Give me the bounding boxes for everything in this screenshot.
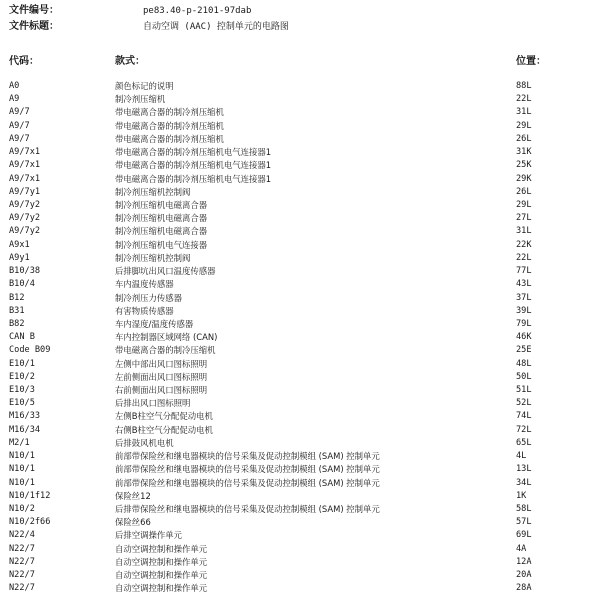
row-position: 88L — [516, 81, 532, 91]
row-position: 46K — [516, 332, 532, 343]
row-code: A9/7 — [9, 107, 30, 118]
table-row — [0, 503, 604, 516]
row-code: A9/7 — [9, 133, 30, 144]
row-position: 39L — [516, 305, 532, 316]
row-code: M16/33 — [9, 411, 41, 422]
row-position: 26L — [516, 133, 532, 144]
table-row — [0, 582, 604, 595]
row-code: CAN B — [9, 332, 35, 343]
row-description: 车内控制器区域网络 (CAN) — [115, 332, 218, 343]
row-code: M2/1 — [9, 437, 30, 448]
row-position: 50L — [516, 371, 532, 382]
row-position: 13L — [516, 464, 532, 475]
row-description: 左侧B柱空气分配促动电机 — [115, 411, 213, 422]
table-row — [0, 120, 604, 133]
row-position: 22L — [516, 252, 532, 263]
row-position: 74L — [516, 411, 532, 422]
row-code: N22/7 — [9, 583, 35, 594]
row-description: 保险丝66 — [115, 517, 151, 528]
row-description: 带电磁离合器的制冷剂压缩机 — [115, 107, 224, 118]
row-code: E10/2 — [9, 371, 35, 382]
row-description: 后排鼓风机电机 — [115, 437, 174, 448]
row-description: 颜色标记的说明 — [115, 81, 174, 91]
row-code: N10/2f66 — [9, 517, 51, 528]
row-position: 20A — [516, 570, 532, 581]
row-code: B12 — [9, 292, 25, 303]
row-description: 右侧B柱空气分配促动电机 — [115, 424, 213, 435]
row-description: 自动空调控制和操作单元 — [115, 556, 208, 567]
row-position: 31L — [516, 107, 532, 118]
column-header-code: 代码： — [9, 56, 39, 67]
row-description: 制冷剂压缩机控制阀 — [115, 252, 191, 263]
row-description: 后排出风口图标照明 — [115, 398, 191, 409]
row-description: 车内温度传感器 — [115, 279, 174, 290]
table-row — [0, 318, 604, 331]
row-position: 72L — [516, 424, 532, 435]
row-description: 自动空调控制和操作单元 — [115, 543, 208, 554]
table-row — [0, 358, 604, 371]
table-row — [0, 159, 604, 172]
row-description: 制冷剂压缩机控制阀 — [115, 186, 191, 197]
row-description: 后排空调操作单元 — [115, 530, 182, 541]
row-description: 制冷剂压缩机电磁离合器 — [115, 213, 208, 224]
row-position: 22K — [516, 239, 532, 250]
table-row — [0, 477, 604, 490]
doc-number-value: pe83.40-p-2101-97dab — [143, 6, 252, 16]
row-code: N10/1 — [9, 464, 35, 475]
row-code: A9 — [9, 94, 20, 105]
row-description: 制冷剂压缩机电磁离合器 — [115, 226, 208, 237]
row-description: 制冷剂压缩机 — [115, 94, 166, 105]
row-position: 57L — [516, 517, 532, 528]
row-code: B82 — [9, 318, 25, 329]
row-description: 带电磁离合器的制冷剂压缩机 — [115, 133, 224, 144]
table-row — [0, 437, 604, 450]
row-position: 26L — [516, 186, 532, 197]
table-row — [0, 93, 604, 106]
row-code: A9/7 — [9, 120, 30, 131]
table-row — [0, 212, 604, 225]
table-row — [0, 463, 604, 476]
row-description: 制冷剂压力传感器 — [115, 292, 182, 303]
row-description: 带电磁离合器的制冷剂压缩机电气连接器1 — [115, 173, 272, 184]
row-code: N10/1 — [9, 477, 35, 488]
row-description: 带电磁离合器的制冷剂压缩机 — [115, 120, 224, 131]
table-row — [0, 252, 604, 265]
row-code: A9/7y2 — [9, 213, 41, 224]
row-description: 后排带保险丝和继电器模块的信号采集及促动控制模组 (SAM) 控制单元 — [115, 504, 380, 514]
table-row — [0, 265, 604, 278]
table-row — [0, 490, 604, 503]
doc-title-value: 自动空调 (AAC) 控制单元的电路图 — [143, 22, 289, 32]
row-code: A0 — [9, 81, 20, 91]
table-row — [0, 529, 604, 542]
row-code: A9/7y1 — [9, 186, 41, 197]
row-position: 31K — [516, 147, 532, 158]
table-row — [0, 410, 604, 423]
row-position: 69L — [516, 530, 532, 541]
row-description: 制冷剂压缩机电气连接器 — [115, 239, 208, 250]
row-description: 前部带保险丝和继电器模块的信号采集及促动控制模组 (SAM) 控制单元 — [115, 464, 380, 475]
row-code: A9/7y2 — [9, 199, 41, 210]
table-row — [0, 80, 604, 93]
row-description: 左前侧面出风口图标照明 — [115, 371, 208, 382]
column-header-position: 位置： — [516, 56, 546, 67]
table-row — [0, 239, 604, 252]
table-row — [0, 450, 604, 463]
row-code: B31 — [9, 305, 25, 316]
table-row — [0, 173, 604, 186]
component-table — [0, 80, 604, 595]
table-row — [0, 106, 604, 119]
row-description: 自动空调控制和操作单元 — [115, 570, 208, 581]
row-code: A9y1 — [9, 252, 30, 263]
row-description: 带电磁离合器的制冷剂压缩机电气连接器1 — [115, 147, 272, 158]
table-row — [0, 133, 604, 146]
column-header-text: 款式： — [115, 56, 145, 67]
row-code: M16/34 — [9, 424, 41, 435]
row-code: N10/1 — [9, 451, 35, 462]
row-code: N22/7 — [9, 556, 35, 567]
table-row — [0, 344, 604, 357]
row-position: 12A — [516, 556, 532, 567]
row-code: A9/7y2 — [9, 226, 41, 237]
table-row — [0, 199, 604, 212]
row-code: E10/3 — [9, 385, 35, 396]
row-position: 31L — [516, 226, 532, 237]
row-position: 51L — [516, 385, 532, 396]
table-row — [0, 305, 604, 318]
table-row — [0, 543, 604, 556]
table-row — [0, 225, 604, 238]
row-code: Code B09 — [9, 345, 51, 356]
row-code: B10/4 — [9, 279, 35, 290]
row-code: A9/7x1 — [9, 160, 41, 171]
table-row — [0, 186, 604, 199]
row-code: B10/38 — [9, 266, 41, 277]
row-code: A9/7x1 — [9, 173, 41, 184]
table-row — [0, 384, 604, 397]
row-position: 37L — [516, 292, 532, 303]
table-row — [0, 331, 604, 344]
doc-number-label: 文件编号： — [9, 5, 59, 16]
row-description: 左侧中部出风口图标照明 — [115, 358, 208, 369]
table-row — [0, 292, 604, 305]
row-description: 后排脚坑出风口温度传感器 — [115, 266, 216, 277]
row-code: N10/2 — [9, 504, 35, 514]
table-row — [0, 516, 604, 529]
row-position: 52L — [516, 398, 532, 409]
row-position: 34L — [516, 477, 532, 488]
row-position: 29L — [516, 120, 532, 131]
row-code: A9x1 — [9, 239, 30, 250]
row-position: 25K — [516, 160, 532, 171]
row-description: 制冷剂压缩机电磁离合器 — [115, 199, 208, 210]
row-description: 前部带保险丝和继电器模块的信号采集及促动控制模组 (SAM) 控制单元 — [115, 477, 380, 488]
row-code: E10/5 — [9, 398, 35, 409]
row-position: 29K — [516, 173, 532, 184]
row-position: 77L — [516, 266, 532, 277]
row-position: 29L — [516, 199, 532, 210]
row-description: 带电磁离合器的制冷压缩机 — [115, 345, 216, 356]
row-code: N22/7 — [9, 543, 35, 554]
row-description: 右前侧面出风口图标照明 — [115, 385, 208, 396]
row-position: 79L — [516, 318, 532, 329]
row-position: 4A — [516, 543, 527, 554]
table-row — [0, 371, 604, 384]
row-code: E10/1 — [9, 358, 35, 369]
row-position: 48L — [516, 358, 532, 369]
row-description: 车内湿度/温度传感器 — [115, 318, 194, 329]
row-description: 有害物质传感器 — [115, 305, 174, 316]
row-position: 4L — [516, 451, 527, 462]
table-row — [0, 397, 604, 410]
row-position: 1K — [516, 490, 527, 501]
row-description: 自动空调控制和操作单元 — [115, 583, 208, 594]
table-row — [0, 569, 604, 582]
row-position: 28A — [516, 583, 532, 594]
table-row — [0, 146, 604, 159]
row-position: 27L — [516, 213, 532, 224]
table-row — [0, 278, 604, 291]
row-code: N22/4 — [9, 530, 35, 541]
doc-title-label: 文件标题： — [9, 21, 59, 32]
table-row — [0, 424, 604, 437]
row-code: A9/7x1 — [9, 147, 41, 158]
row-position: 65L — [516, 437, 532, 448]
table-row — [0, 556, 604, 569]
row-position: 22L — [516, 94, 532, 105]
row-description: 前部带保险丝和继电器模块的信号采集及促动控制模组 (SAM) 控制单元 — [115, 451, 380, 462]
row-position: 43L — [516, 279, 532, 290]
row-position: 25E — [516, 345, 532, 356]
row-code: N10/1f12 — [9, 490, 51, 501]
row-code: N22/7 — [9, 570, 35, 581]
row-position: 58L — [516, 504, 532, 514]
row-description: 带电磁离合器的制冷剂压缩机电气连接器1 — [115, 160, 272, 171]
row-description: 保险丝12 — [115, 490, 151, 501]
